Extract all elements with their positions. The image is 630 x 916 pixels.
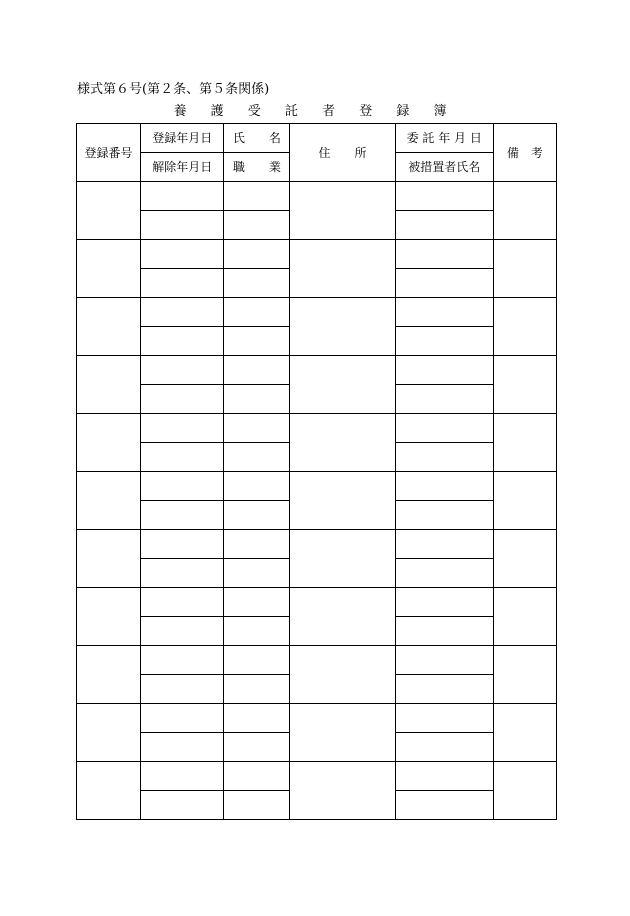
record-registration-number-cell: [77, 472, 141, 530]
record-registration-number-cell: [77, 356, 141, 414]
record-entrustment-date-cell: [395, 414, 493, 443]
record-registration-number-cell: [77, 414, 141, 472]
record-name-cell: [224, 472, 290, 501]
record-cancellation-date-cell: [141, 675, 224, 704]
record-name-cell: [224, 182, 290, 211]
record-address-cell: [290, 298, 395, 356]
record-occupation-cell: [224, 269, 290, 298]
record-occupation-cell: [224, 211, 290, 240]
record-row-top: [77, 240, 557, 269]
record-occupation-cell: [224, 733, 290, 762]
record-remarks-cell: [493, 704, 556, 762]
record-address-cell: [290, 356, 395, 414]
record-occupation-cell: [224, 443, 290, 472]
header-name: 氏 名: [224, 124, 290, 153]
record-occupation-cell: [224, 617, 290, 646]
record-address-cell: [290, 704, 395, 762]
record-address-cell: [290, 588, 395, 646]
header-registration-date: 登録年月日: [141, 124, 224, 153]
record-cancellation-date-cell: [141, 617, 224, 646]
record-name-cell: [224, 530, 290, 559]
record-address-cell: [290, 530, 395, 588]
record-address-cell: [290, 182, 395, 240]
record-name-cell: [224, 414, 290, 443]
header-occupation: 職 業: [224, 153, 290, 182]
form-number: 様式第６号(第２条、第５条関係): [77, 82, 270, 97]
record-remarks-cell: [493, 588, 556, 646]
record-address-cell: [290, 240, 395, 298]
record-registration-date-cell: [141, 588, 224, 617]
record-registration-date-cell: [141, 298, 224, 327]
record-entrustment-date-cell: [395, 182, 493, 211]
record-row-top: [77, 414, 557, 443]
record-registration-number-cell: [77, 182, 141, 240]
record-row-top: [77, 182, 557, 211]
record-registration-date-cell: [141, 240, 224, 269]
record-registration-date-cell: [141, 472, 224, 501]
record-row-top: [77, 298, 557, 327]
record-placed-person-name-cell: [395, 501, 493, 530]
record-entrustment-date-cell: [395, 588, 493, 617]
record-registration-date-cell: [141, 414, 224, 443]
record-registration-number-cell: [77, 646, 141, 704]
record-occupation-cell: [224, 501, 290, 530]
record-placed-person-name-cell: [395, 443, 493, 472]
record-registration-date-cell: [141, 530, 224, 559]
record-registration-number-cell: [77, 704, 141, 762]
record-address-cell: [290, 646, 395, 704]
record-occupation-cell: [224, 675, 290, 704]
record-row-top: [77, 704, 557, 733]
record-remarks-cell: [493, 646, 556, 704]
record-registration-number-cell: [77, 530, 141, 588]
record-remarks-cell: [493, 182, 556, 240]
header-registration-number: 登録番号: [77, 124, 141, 182]
header-cancellation-date: 解除年月日: [141, 153, 224, 182]
header-entrustment-date: 委 託 年 月 日: [395, 124, 493, 153]
record-cancellation-date-cell: [141, 559, 224, 588]
record-entrustment-date-cell: [395, 646, 493, 675]
record-entrustment-date-cell: [395, 240, 493, 269]
record-placed-person-name-cell: [395, 559, 493, 588]
record-address-cell: [290, 414, 395, 472]
record-cancellation-date-cell: [141, 443, 224, 472]
form-title: 養 護 受 託 者 登 録 簿: [173, 104, 457, 119]
record-entrustment-date-cell: [395, 762, 493, 791]
record-cancellation-date-cell: [141, 501, 224, 530]
record-cancellation-date-cell: [141, 269, 224, 298]
record-registration-number-cell: [77, 240, 141, 298]
record-registration-number-cell: [77, 298, 141, 356]
register-table: [76, 123, 557, 820]
record-placed-person-name-cell: [395, 791, 493, 820]
record-occupation-cell: [224, 791, 290, 820]
record-address-cell: [290, 472, 395, 530]
record-registration-date-cell: [141, 646, 224, 675]
record-entrustment-date-cell: [395, 472, 493, 501]
record-row-top: [77, 530, 557, 559]
record-registration-date-cell: [141, 704, 224, 733]
record-remarks-cell: [493, 472, 556, 530]
record-name-cell: [224, 356, 290, 385]
record-occupation-cell: [224, 385, 290, 414]
record-remarks-cell: [493, 530, 556, 588]
record-cancellation-date-cell: [141, 791, 224, 820]
record-placed-person-name-cell: [395, 385, 493, 414]
record-row-top: [77, 472, 557, 501]
record-occupation-cell: [224, 327, 290, 356]
record-name-cell: [224, 704, 290, 733]
record-entrustment-date-cell: [395, 356, 493, 385]
record-registration-date-cell: [141, 762, 224, 791]
record-registration-date-cell: [141, 182, 224, 211]
header-remarks: 備 考: [493, 124, 556, 182]
record-placed-person-name-cell: [395, 617, 493, 646]
record-occupation-cell: [224, 559, 290, 588]
record-registration-date-cell: [141, 356, 224, 385]
record-placed-person-name-cell: [395, 269, 493, 298]
record-row-top: [77, 588, 557, 617]
record-address-cell: [290, 762, 395, 820]
record-cancellation-date-cell: [141, 327, 224, 356]
record-remarks-cell: [493, 240, 556, 298]
record-name-cell: [224, 588, 290, 617]
record-name-cell: [224, 646, 290, 675]
record-cancellation-date-cell: [141, 385, 224, 414]
header-address: 住 所: [290, 124, 395, 182]
record-cancellation-date-cell: [141, 211, 224, 240]
record-entrustment-date-cell: [395, 298, 493, 327]
record-placed-person-name-cell: [395, 733, 493, 762]
record-registration-number-cell: [77, 588, 141, 646]
header-row-top: [77, 124, 557, 153]
record-entrustment-date-cell: [395, 530, 493, 559]
record-remarks-cell: [493, 762, 556, 820]
record-row-top: [77, 646, 557, 675]
record-entrustment-date-cell: [395, 704, 493, 733]
record-placed-person-name-cell: [395, 327, 493, 356]
record-name-cell: [224, 762, 290, 791]
register-table-body: [77, 124, 557, 820]
record-placed-person-name-cell: [395, 211, 493, 240]
record-remarks-cell: [493, 414, 556, 472]
record-name-cell: [224, 298, 290, 327]
record-remarks-cell: [493, 298, 556, 356]
header-placed-person-name: 被措置者氏名: [395, 153, 493, 182]
record-remarks-cell: [493, 356, 556, 414]
record-row-top: [77, 762, 557, 791]
record-name-cell: [224, 240, 290, 269]
record-registration-number-cell: [77, 762, 141, 820]
record-cancellation-date-cell: [141, 733, 224, 762]
record-row-top: [77, 356, 557, 385]
record-placed-person-name-cell: [395, 675, 493, 704]
